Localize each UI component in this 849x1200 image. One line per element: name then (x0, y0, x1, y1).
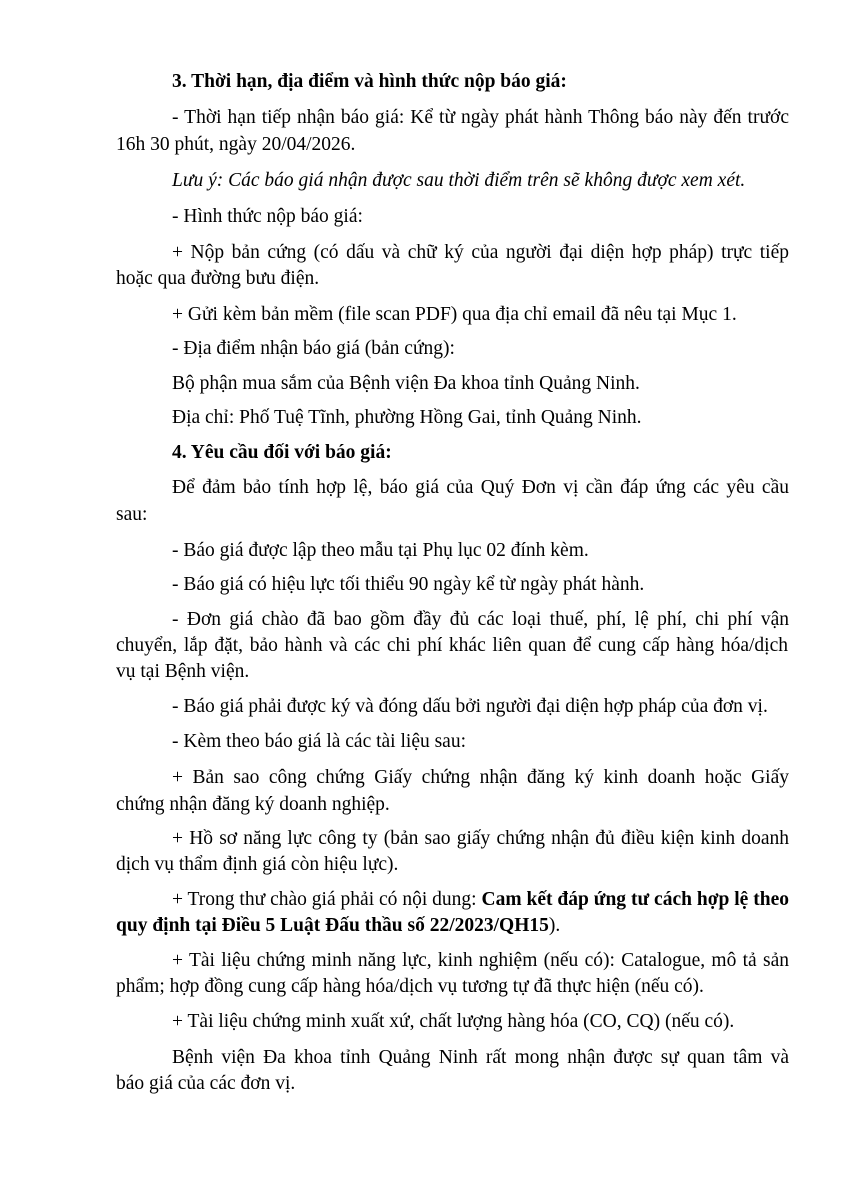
attachment-commitment-line-1 (172, 887, 789, 913)
requirement-validity: - Báo giá có hiệu lực tối thiểu 90 ngày kể từ ngày phát hành. (172, 574, 645, 595)
closing-line-1: Bệnh viện Đa khoa tỉnh Quảng Ninh rất mong nhận được sự quan tâm và (172, 1047, 789, 1068)
attachment-license-line-2: chứng nhận đăng ký doanh nghiệp. (116, 794, 390, 815)
requirement-price-line-1: - Đơn giá chào đã bao gồm đầy đủ các loại thuế, phí, lệ phí, chi phí vận (172, 609, 789, 630)
late-submission-note: Lưu ý: Các báo giá nhận được sau thời điểm trên sẽ không được xem xét. (172, 170, 746, 191)
requirements-intro-line-2: sau: (116, 504, 148, 525)
hard-copy-text-line-1: + Nộp bản cứng (có dấu và chữ ký của người đại diện hợp pháp) trực tiếp (172, 242, 789, 263)
requirement-signed: - Báo giá phải được ký và đóng dấu bởi người đại diện hợp pháp của đơn vị. (172, 696, 768, 717)
soft-copy-text: + Gửi kèm bản mềm (file scan PDF) qua địa chỉ email đã nêu tại Mục 1. (172, 304, 737, 325)
requirements-intro-line-1: Để đảm bảo tính hợp lệ, báo giá của Quý Đơn vị cần đáp ứng các yêu cầu (172, 477, 789, 498)
deadline-text-line-2: 16h 30 phút, ngày 20/04/2026. (116, 134, 356, 155)
requirement-price-line-3: vụ tại Bệnh viện. (116, 661, 250, 682)
attachment-license-line-1: + Bản sao công chứng Giấy chứng nhận đăng ký kinh doanh hoặc Giấy (172, 767, 789, 788)
attachments-label: - Kèm theo báo giá là các tài liệu sau: (172, 731, 467, 752)
requirement-template: - Báo giá được lập theo mẫu tại Phụ lục 02 đính kèm. (172, 540, 589, 561)
attachment-commitment-line-2 (116, 913, 560, 939)
location-label: - Địa điểm nhận báo giá (bản cứng): (172, 338, 455, 359)
commitment-bold-text-1: Cam kết đáp ứng tư cách hợp lệ theo (481, 889, 789, 910)
closing-line-2: báo giá của các đơn vị. (116, 1073, 296, 1094)
section-3-heading: 3. Thời hạn, địa điểm và hình thức nộp báo giá: (172, 71, 567, 92)
attachment-profile-line-2: dịch vụ thẩm định giá còn hiệu lực). (116, 854, 399, 875)
attachment-capacity-line-1: + Tài liệu chứng minh năng lực, kinh nghiệm (nếu có): Catalogue, mô tả sản (172, 950, 789, 971)
section-4-heading: 4. Yêu cầu đối với báo giá: (172, 442, 392, 463)
commitment-prefix: + Trong thư chào giá phải có nội dung: (172, 889, 482, 910)
attachment-origin: + Tài liệu chứng minh xuất xứ, chất lượng hàng hóa (CO, CQ) (nếu có). (172, 1011, 735, 1032)
submission-method-label: - Hình thức nộp báo giá: (172, 206, 363, 227)
attachment-profile-line-1: + Hồ sơ năng lực công ty (bản sao giấy chứng nhận đủ điều kiện kinh doanh (172, 828, 789, 849)
commitment-suffix: ). (548, 915, 561, 936)
location-department: Bộ phận mua sắm của Bệnh viện Đa khoa tỉnh Quảng Ninh. (172, 373, 640, 394)
hard-copy-text-line-2: hoặc qua đường bưu điện. (116, 268, 320, 289)
deadline-text-line-1: - Thời hạn tiếp nhận báo giá: Kể từ ngày phát hành Thông báo này đến trước (172, 107, 789, 128)
location-address: Địa chỉ: Phố Tuệ Tĩnh, phường Hồng Gai, tỉnh Quảng Ninh. (172, 407, 642, 428)
requirement-price-line-2: chuyển, lắp đặt, bảo hành và các chi phí khác liên quan để cung cấp hàng hóa/dịch (116, 635, 788, 656)
commitment-bold-text-2: quy định tại Điều 5 Luật Đấu thầu số 22/2023/QH15 (116, 915, 549, 936)
attachment-capacity-line-2: phẩm; hợp đồng cung cấp hàng hóa/dịch vụ tương tự đã thực hiện (nếu có). (116, 976, 704, 997)
